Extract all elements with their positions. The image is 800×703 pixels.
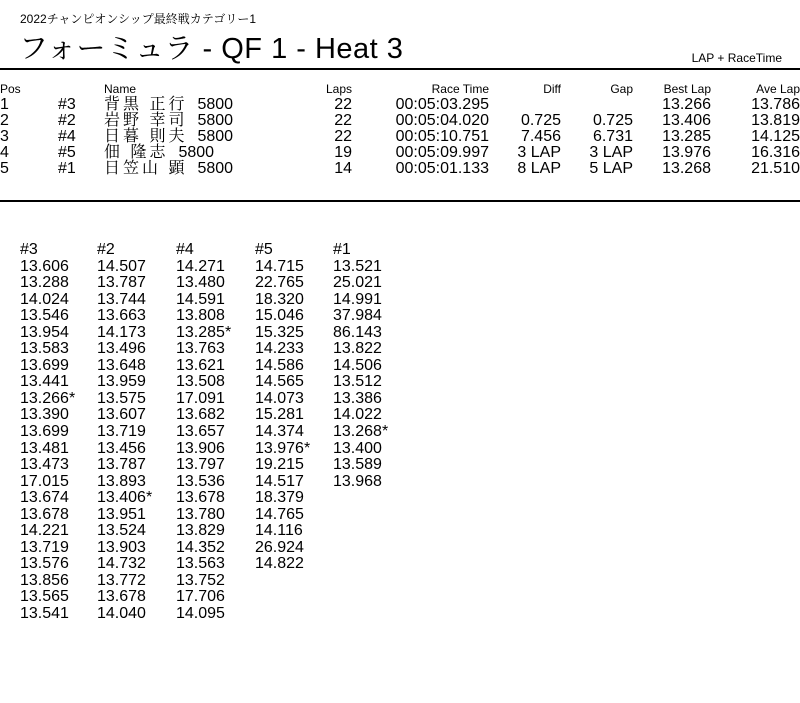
result-race-time: 00:05:10.751 — [395, 128, 489, 145]
lap-time: 13.480 — [176, 274, 225, 292]
result-diff: 7.456 — [520, 128, 561, 145]
event-subtitle: 2022チャンピオンシップ最終戦カテゴリー1 — [20, 12, 256, 26]
lap-column — [176, 242, 231, 623]
col-header-gap: Gap — [610, 82, 633, 96]
lap-time: 13.951 — [97, 505, 146, 523]
driver-name-text: 背黒 正行 — [104, 96, 188, 113]
lap-time: 13.268* — [333, 423, 389, 441]
result-ave-lap: 14.125 — [751, 128, 800, 145]
result-car-no: #4 — [58, 128, 76, 145]
result-car-no: #2 — [58, 112, 76, 129]
lap-time: 13.719 — [97, 423, 146, 441]
lap-time: 14.517 — [255, 472, 304, 490]
lap-time: 13.621 — [176, 356, 225, 374]
lap-column — [255, 242, 310, 573]
lap-time: 13.906 — [176, 439, 225, 457]
lap-time: 13.903 — [97, 538, 146, 556]
report-format-label: LAP + RaceTime — [691, 51, 782, 65]
result-pos: 1 — [0, 96, 9, 113]
lap-time: 13.576 — [20, 555, 69, 573]
lap-time: 14.221 — [20, 522, 69, 540]
lap-time: 13.288 — [20, 274, 69, 292]
result-diff: 0.725 — [520, 112, 561, 129]
lap-time: 13.797 — [176, 456, 225, 474]
results-table — [0, 81, 800, 177]
lap-time: 18.379 — [255, 489, 304, 507]
lap-column — [20, 242, 75, 623]
result-driver-name — [104, 129, 318, 145]
result-row — [0, 145, 800, 161]
lap-time: 14.506 — [333, 356, 382, 374]
lap-time: 14.022 — [333, 406, 382, 424]
lap-column-car-no: #3 — [20, 241, 38, 258]
lap-time: 15.046 — [255, 307, 304, 325]
result-ave-lap: 13.786 — [751, 96, 800, 113]
result-ave-lap: 21.510 — [751, 160, 800, 177]
col-header-name: Name — [104, 82, 137, 96]
result-best-lap: 13.285 — [662, 128, 711, 145]
result-race-time: 00:05:04.020 — [395, 112, 489, 129]
lap-time: 13.400 — [333, 439, 382, 457]
result-laps: 22 — [334, 96, 352, 113]
result-race-time: 00:05:09.997 — [395, 144, 489, 161]
lap-time: 13.589 — [333, 456, 382, 474]
result-driver-name — [104, 97, 318, 113]
col-header-diff: Diff — [543, 82, 561, 96]
result-race-time: 00:05:03.295 — [395, 96, 489, 113]
result-gap — [561, 97, 633, 113]
lap-time: 17.706 — [176, 588, 225, 606]
lap-time: 13.473 — [20, 456, 69, 474]
lap-time: 14.073 — [255, 389, 304, 407]
lap-time: 13.780 — [176, 505, 225, 523]
result-best-lap: 13.266 — [662, 96, 711, 113]
lap-time: 13.266* — [20, 389, 76, 407]
driver-class-number: 5800 — [197, 128, 234, 145]
lap-time: 14.822 — [255, 555, 304, 573]
lap-time: 13.763 — [176, 340, 225, 358]
results-divider — [0, 200, 800, 202]
lap-time: 13.441 — [20, 373, 69, 391]
lap-time: 13.496 — [97, 340, 146, 358]
lap-time: 13.752 — [176, 571, 225, 589]
result-pos: 3 — [0, 128, 9, 145]
lap-time: 13.563 — [176, 555, 225, 573]
lap-time: 13.524 — [97, 522, 146, 540]
lap-time: 86.143 — [333, 323, 382, 341]
page-title: フォーミュラ - QF 1 - Heat 3 — [19, 33, 404, 65]
driver-class-number: 5800 — [197, 160, 234, 177]
lap-time: 14.591 — [176, 290, 225, 308]
result-driver-name — [104, 113, 318, 129]
lap-time: 13.481 — [20, 439, 69, 457]
header-divider — [0, 68, 800, 70]
lap-time: 13.678 — [176, 489, 225, 507]
result-laps: 14 — [334, 160, 352, 177]
result-driver-name — [104, 161, 318, 177]
lap-column — [97, 242, 152, 623]
lap-time: 14.271 — [176, 257, 225, 275]
col-header-pos: Pos — [0, 82, 21, 96]
driver-name-text: 日笠山 顕 — [104, 160, 188, 177]
lap-time: 13.386 — [333, 389, 382, 407]
result-car-no: #5 — [58, 144, 76, 161]
result-car-no: #1 — [58, 160, 76, 177]
lap-time: 14.507 — [97, 257, 146, 275]
driver-class-number: 5800 — [197, 112, 234, 129]
lap-time: 13.678 — [20, 505, 69, 523]
lap-time: 14.095 — [176, 605, 225, 623]
result-row — [0, 97, 800, 113]
lap-time: 13.541 — [20, 605, 69, 623]
result-row — [0, 161, 800, 177]
lap-time: 14.715 — [255, 257, 304, 275]
result-ave-lap: 13.819 — [751, 112, 800, 129]
result-gap: 0.725 — [592, 112, 633, 129]
lap-time: 13.536 — [176, 472, 225, 490]
col-header-race-time: Race Time — [431, 82, 489, 96]
col-header-car-no — [58, 81, 104, 97]
result-driver-name — [104, 145, 318, 161]
result-pos: 4 — [0, 144, 9, 161]
lap-time: 13.508 — [176, 373, 225, 391]
result-gap: 6.731 — [592, 128, 633, 145]
lap-time: 17.015 — [20, 472, 69, 490]
result-best-lap: 13.976 — [662, 144, 711, 161]
lap-time: 14.565 — [255, 373, 304, 391]
lap-time: 13.719 — [20, 538, 69, 556]
lap-time: 14.586 — [255, 356, 304, 374]
driver-name-text: 佃 隆志 — [104, 144, 169, 161]
result-gap: 3 LAP — [589, 144, 633, 161]
result-car-no: #3 — [58, 96, 76, 113]
lap-time: 13.546 — [20, 307, 69, 325]
lap-time: 15.325 — [255, 323, 304, 341]
lap-time: 14.352 — [176, 538, 225, 556]
result-best-lap: 13.406 — [662, 112, 711, 129]
col-header-ave-lap: Ave Lap — [756, 82, 800, 96]
result-gap: 5 LAP — [589, 160, 633, 177]
lap-time: 13.808 — [176, 307, 225, 325]
lap-time: 13.663 — [97, 307, 146, 325]
lap-time: 18.320 — [255, 290, 304, 308]
lap-time: 13.856 — [20, 571, 69, 589]
lap-time: 13.829 — [176, 522, 225, 540]
lap-time: 13.565 — [20, 588, 69, 606]
lap-time: 13.699 — [20, 423, 69, 441]
lap-column-car-no: #2 — [97, 241, 115, 258]
lap-column — [333, 242, 388, 490]
col-header-laps: Laps — [325, 82, 352, 96]
result-row — [0, 113, 800, 129]
lap-time: 13.606 — [20, 257, 69, 275]
lap-time: 14.765 — [255, 505, 304, 523]
result-pos: 2 — [0, 112, 9, 129]
lap-time: 13.893 — [97, 472, 146, 490]
lap-time: 13.512 — [333, 373, 382, 391]
driver-name-text: 岩野 幸司 — [104, 112, 188, 129]
lap-time: 13.787 — [97, 274, 146, 292]
lap-time: 14.991 — [333, 290, 382, 308]
lap-time: 22.765 — [255, 274, 304, 292]
lap-column-car-no: #4 — [176, 241, 194, 258]
lap-time: 13.954 — [20, 323, 69, 341]
result-diff: 3 LAP — [517, 144, 561, 161]
results-header-row — [0, 81, 800, 97]
lap-time: 13.648 — [97, 356, 146, 374]
lap-time: 13.699 — [20, 356, 69, 374]
lap-time: 37.984 — [333, 307, 382, 325]
lap-time: 13.744 — [97, 290, 146, 308]
lap-column-car-no: #5 — [255, 241, 273, 258]
lap-time: 14.732 — [97, 555, 146, 573]
lap-time: 13.674 — [20, 489, 69, 507]
col-header-best-lap: Best Lap — [663, 82, 711, 96]
result-ave-lap: 16.316 — [751, 144, 800, 161]
lap-time: 13.959 — [97, 373, 146, 391]
result-best-lap: 13.268 — [662, 160, 711, 177]
lap-time: 13.976* — [255, 439, 311, 457]
lap-time: 17.091 — [176, 389, 225, 407]
lap-time: 13.678 — [97, 588, 146, 606]
lap-time: 14.173 — [97, 323, 146, 341]
lap-time: 13.772 — [97, 571, 146, 589]
result-diff: 8 LAP — [517, 160, 561, 177]
lap-time: 13.406* — [97, 489, 153, 507]
lap-time: 19.215 — [255, 456, 304, 474]
lap-time: 13.968 — [333, 472, 382, 490]
lap-time: 13.456 — [97, 439, 146, 457]
lap-time: 13.390 — [20, 406, 69, 424]
result-laps: 19 — [334, 144, 352, 161]
lap-time: 26.924 — [255, 538, 304, 556]
lap-time: 14.116 — [255, 522, 303, 540]
lap-time: 14.040 — [97, 605, 146, 623]
result-laps: 22 — [334, 128, 352, 145]
lap-time: 13.583 — [20, 340, 69, 358]
driver-class-number: 5800 — [178, 144, 215, 161]
lap-time: 13.575 — [97, 389, 146, 407]
result-race-time: 00:05:01.133 — [395, 160, 489, 177]
lap-time: 25.021 — [333, 274, 382, 292]
lap-time: 13.822 — [333, 340, 382, 358]
lap-column-car-no: #1 — [333, 241, 351, 258]
lap-time: 13.521 — [333, 257, 382, 275]
lap-time: 13.787 — [97, 456, 146, 474]
result-laps: 22 — [334, 112, 352, 129]
lap-time: 13.607 — [97, 406, 146, 424]
driver-class-number: 5800 — [197, 96, 234, 113]
lap-time: 14.374 — [255, 423, 304, 441]
result-row — [0, 129, 800, 145]
result-pos: 5 — [0, 160, 9, 177]
result-diff — [489, 97, 561, 113]
lap-time: 14.233 — [255, 340, 304, 358]
lap-time: 15.281 — [255, 406, 304, 424]
lap-time: 14.024 — [20, 290, 69, 308]
lap-time: 13.657 — [176, 423, 225, 441]
lap-time: 13.682 — [176, 406, 225, 424]
driver-name-text: 日暮 則夫 — [104, 128, 188, 145]
lap-time: 13.285* — [176, 323, 232, 341]
